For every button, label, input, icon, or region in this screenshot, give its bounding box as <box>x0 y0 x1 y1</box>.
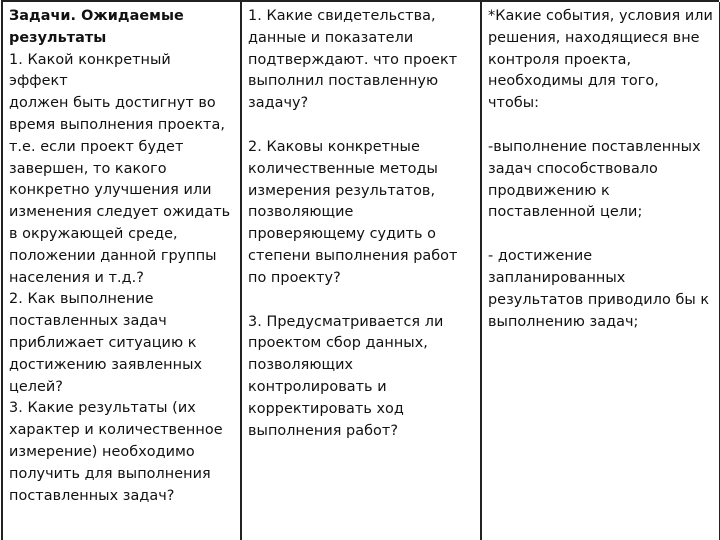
column-assumptions <box>482 2 720 540</box>
text-line: проектом сбор данных, <box>248 335 428 352</box>
text-line: задачу? <box>248 95 309 112</box>
text-line: необходимы для того, чтобы: <box>488 73 659 112</box>
text-line: приближает ситуацию к <box>9 334 197 351</box>
text-line: выполнил поставленную <box>248 73 439 90</box>
text-line: количественные методы <box>248 160 438 177</box>
text-line: проверяющему судить о <box>248 226 436 243</box>
text-line: поставленных задач? <box>9 487 175 504</box>
paragraph-gap <box>248 290 474 312</box>
text-line: время выполнения проекта, <box>9 116 225 133</box>
text-line: позволяющих <box>248 357 354 374</box>
text-line: по проекту? <box>248 269 341 286</box>
text-line: контроля проекта, <box>488 51 632 68</box>
text-line: корректировать ход <box>248 400 404 417</box>
text-line: 2. Каковы конкретные <box>248 138 420 155</box>
text-line: достижению заявленных <box>9 356 203 373</box>
text-line: положении данной группы <box>9 247 217 264</box>
text-line: подтверждают. что проект <box>248 51 458 68</box>
text-line: в окружающей среде, <box>9 225 178 242</box>
text-line: 1. Какие свидетельства, <box>248 8 436 24</box>
text-line: измерение) необходимо <box>9 443 195 460</box>
text-line: данные и показатели <box>248 29 414 46</box>
text-line: степени выполнения работ <box>248 247 458 264</box>
text-line: поставленной цели; <box>488 204 643 221</box>
text-line: завершен, то какого <box>9 160 167 177</box>
text-line: поставленных задач <box>9 313 167 330</box>
column-title-line: Задачи. Ожидаемые <box>9 8 184 24</box>
text-line: населения и т.д.? <box>9 269 144 286</box>
text-line: решения, находящиеся вне <box>488 29 700 46</box>
paragraph-gap <box>488 224 713 246</box>
paragraph-gap <box>248 115 474 137</box>
text-line: изменения следует ожидать <box>9 204 231 221</box>
text-line: контролировать и <box>248 378 387 395</box>
logframe-table <box>1 0 719 540</box>
column-indicators <box>242 2 482 540</box>
column-tasks-results <box>3 2 242 540</box>
text-line: результатов приводило бы к <box>488 291 710 308</box>
text-line: получить для выполнения <box>9 465 211 482</box>
text-line: 1. Какой конкретный эффект <box>9 51 171 90</box>
column-title-line: результаты <box>9 29 107 46</box>
text-line: задач способствовало <box>488 160 658 177</box>
text-line: *Какие события, условия или <box>488 8 713 24</box>
text-line: запланированных <box>488 269 626 286</box>
text-line: выполнения работ? <box>248 422 399 439</box>
text-line: 3. Какие результаты (их <box>9 400 196 417</box>
text-line: 3. Предусматривается ли <box>248 313 444 330</box>
text-line: целей? <box>9 378 63 395</box>
text-line: - достижение <box>488 248 593 265</box>
text-line: т.е. если проект будет <box>9 138 184 155</box>
text-line: характер и количественное <box>9 422 223 439</box>
text-line: -выполнение поставленных <box>488 138 701 155</box>
text-line: 2. Как выполнение <box>9 291 154 308</box>
text-line: позволяющие <box>248 204 354 221</box>
paragraph-gap <box>488 115 713 137</box>
text-line: должен быть достигнут во <box>9 95 216 112</box>
text-line: выполнению задач; <box>488 313 639 330</box>
text-line: продвижению к <box>488 182 610 199</box>
text-line: конкретно улучшения или <box>9 182 212 199</box>
text-line: измерения результатов, <box>248 182 436 199</box>
